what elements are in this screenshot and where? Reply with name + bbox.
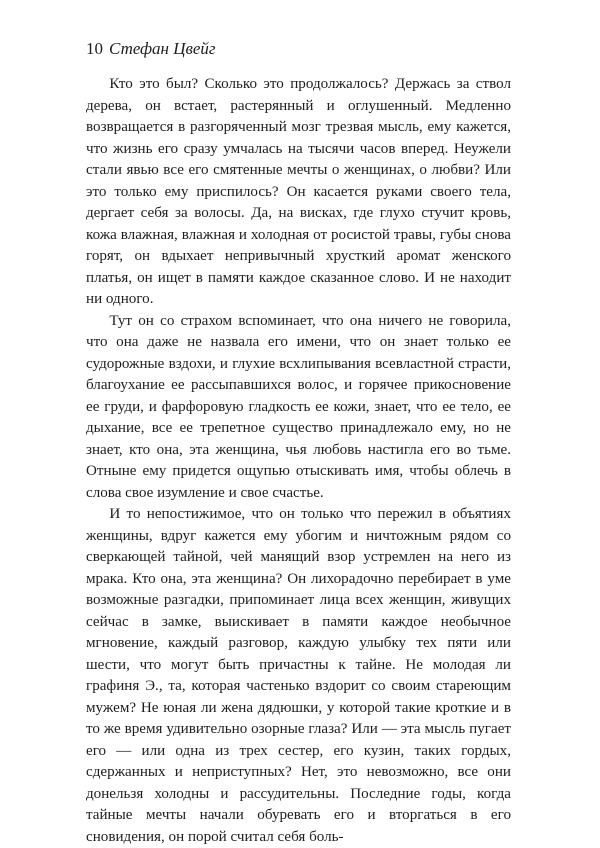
paragraph: Кто это был? Сколько это продолжалось? Держась за ствол дерева, он встает, растерянный и оглушенный. Медленно возвращается в разгоряченный мозг трезвая мысль, ему кажется, что жизнь его сразу умчалась на тысячи часов вперед. Неужели стали явью все его смятенные мечты о женщинах, о любви? Или это только ему приспилось? Он касается руками своего тела, дергает себя за волосы. Да, на висках, где глухо стучит кровь, кожа влажная, влажная и холодная от росистой травы, губы снова горят, он вдыхает непривычный хрусткий аромат женского платья, он ищет в памяти каждое сказанное слово. И не находит ни одного.: [86, 76, 511, 307]
running-head-author: Стефан Цвейг: [109, 39, 216, 58]
running-head: [86, 38, 216, 60]
page-number: 10: [86, 39, 103, 58]
body-text: [86, 74, 511, 848]
paragraph: И то непостижимое, что он только что пережил в объятиях женщины, вдруг кажется ему убогим и ничтожным рядом со сверкающей тайной, чей манящий взор устремлен на него из мрака. Кто она, эта женщина? Он лихорадочно перебирает в уме возможные разгадки, припоминает лица всех женщин, живущих сейчас в замке, выискивает в памяти каждое необычное мгновение, каждый разговор, каждую улыбку тех пяти или шести, что могут быть причастны к тайне. Не молодая ли графиня Э., та, которая частенько вздорит со своим стареющим мужем? Не юная ли жена дядюшки, у которой такие кроткие и в то же время удивительно озорные глаза? Или — эта мысль пугает его — или одна из трех сестер, его кузин, таких гордых, сдержанных и неприступных? Нет, это невозможно, все они донельзя холодны и рассудительны. Последние годы, когда тайные мечты начали обуревать его и вторгаться в его сновидения, он порой считал себя боль-: [86, 506, 511, 845]
paragraph: Тут он со страхом вспоминает, что она ничего не говорила, что она даже не назвала его имени, что он знает только ее судорожные вздохи, и глухие всхлипывания всевластной страсти, благоухание ее рассыпавшихся волос, и горячее прикосновение ее груди, и фарфоровую гладкость ее кожи, знает, что ее тело, ее дыхание, все ее трепетное существо принадлежало ему, но не знает, кто она, эта женщина, чья любовь настигла его во тьме. Отныне ему придется ощупью отыскивать имя, чтобы облечь в слова свое изумление и свое счастье.: [86, 312, 511, 501]
